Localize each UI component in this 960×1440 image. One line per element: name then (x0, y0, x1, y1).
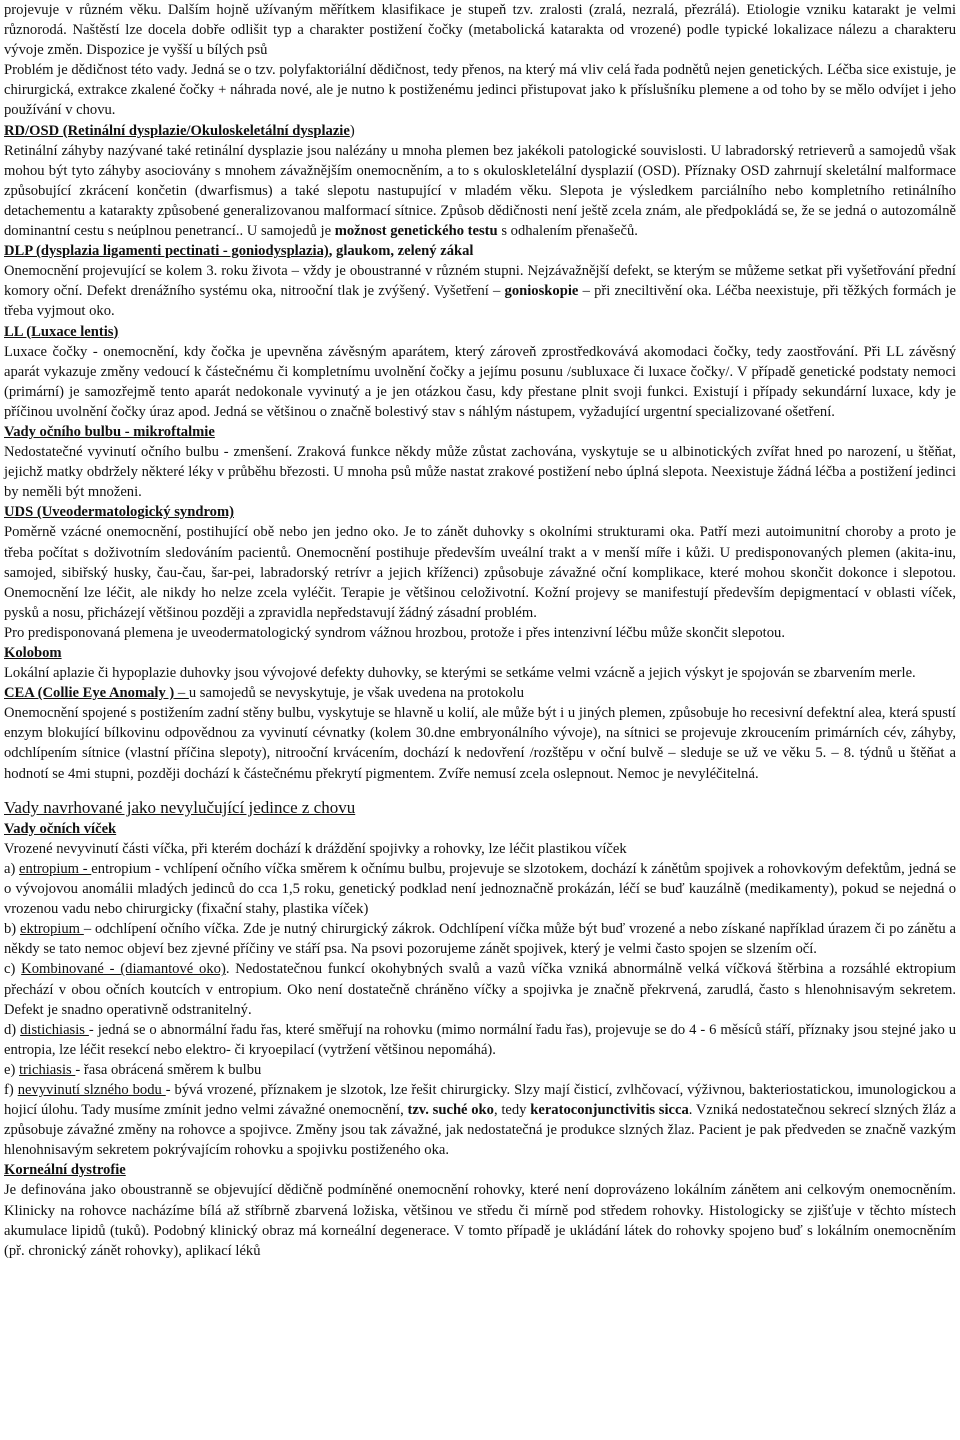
paragraph (4, 839, 956, 859)
body-text: – při zneciltivění oka. Léčba neexistuje, při těžkých formách je třeba vyjmout oko. (4, 283, 956, 320)
paragraph (4, 703, 956, 783)
section-heading (4, 241, 956, 261)
paragraph (4, 663, 956, 683)
paragraph (4, 60, 956, 120)
paragraph (4, 1180, 956, 1260)
body-text: Lokální aplazie či hypoplazie duhovky jsou vývojové defekty duhovky, se kterými se setkáme velmi vzácně a jejich výskyt je spojován se zbarvením merle. (4, 665, 916, 682)
body-text: Retinální záhyby nazývané také retinální dysplazie jsou nalézány u mnoha plemen bez jakékoli patologické souvislosti. U labradorský retrieverů a samojedů však mohou být tyto záhyby asociovány s mnohem závažnějším onemocněním, a to s okuloskletelální dysplazií (OSD). Příznaky OSD zahrnují skeletální malformace způsobující zkrácení končetin (dwarfismus) a také slepotu nastupující v mladém věku. Slepota je výsledkem parciálního nebo kompletního retinálního detachementu a katarakty způsobené generalizovanou malformací sítnice. Způsob dědičnosti není ještě zcela znám, ale předpokládá se, že se jedná o autozomálně dominantní cestu s neúplnou penetrancí.. U samojedů je (4, 142, 956, 240)
paragraph (4, 141, 956, 241)
body-text: - bývá vrozené, příznakem je slzotok, lze řešit chirurgicky. Slzy mají čisticí, zvlhčovací, výživnou, bakteriostatickou, imunologickou a hojicí úlohu. Tady musíme zmínit jedno velmi závažné onemocnění, (4, 1081, 956, 1119)
body-text: Pro predisponovaná plemena je uveodermatologický syndrom vážnou hrozbou, protože i přes intenzivní léčbu může skončit slepotou. (4, 624, 785, 641)
body-text: b) (4, 921, 20, 938)
bold-text: tzv. suché oko (407, 1102, 494, 1119)
heading-text: Vady očních víček (4, 820, 117, 837)
underlined-term: Kombinované - (diamantové oko) (21, 961, 226, 978)
body-text: , tedy (493, 1102, 531, 1119)
section-heading (4, 819, 956, 839)
body-text: Onemocnění projevující se kolem 3. roku života – vždy je oboustranné v různém stupni. Nejzávažnější defekt, se kterým se můžeme setkat při vyšetřování přední komory oční. Defekt drenážního systému oka, nitrooční tlak je zvýšený. Vyšetření – (4, 263, 956, 300)
body-text: a) (4, 860, 20, 877)
body-text: projevuje v různém věku. Dalším hojně užívaným měřítkem klasifikace je stupeň tzv. zralosti (zralá, nezralá, přezrálá). Etiologie vzniku katarakt je velmi různorodá. Naštěstí lze docela dobře odlišit typ a charakter postižení čočky (metabolická katarakta od vrozené) podle typické lokalizace nálezu a charakteru vývoje změn. Dispozice je vyšší u bílých psů (4, 2, 956, 59)
section-heading (4, 322, 956, 342)
paragraph (4, 859, 956, 919)
underlined-term: distichiasis (20, 1021, 89, 1038)
paragraph (4, 522, 956, 622)
paragraph (4, 0, 956, 60)
body-text: . Vzniká nedostatečnou sekrecí slzných žláz a způsobuje závažné změny na rohovce a spojivce. Změny jsou tak závažné, jak nedostatečná je produkce slzných žlaz. Pacient je pak předveden se značně vazkým hlenohnisavým sekretem pokrývajícím rohovku a spojivku postiženého oka. (4, 1102, 957, 1159)
body-text: - řasa obrácená směrem k bulbu (75, 1061, 262, 1078)
body-text: Problém je dědičnost této vady. Jedná se o tzv. polyfaktoriální dědičnost, tedy přenos, na který má vliv celá řada podnětů nejen genetických. Léčba sice existuje, je chirurgická, extrakce zkalené čočky + náhrada nové, ale je nutno k postiženému jedinci přistupovat jako k příslušníku plemene a od toho by se mělo odvíjet i jeho používání v chovu. (4, 62, 956, 119)
paragraph (4, 342, 956, 422)
paragraph (4, 1060, 956, 1080)
paragraph (4, 1020, 956, 1060)
section-heading (4, 502, 956, 522)
underlined-term: trichiasis (19, 1061, 76, 1078)
section-heading (4, 798, 956, 819)
body-text: Onemocnění spojené s postižením zadní stěny bulbu, vyskytuje se hlavně u kolií, ale může být i u jiných plemen, způsobuje ho recesivní defektní alea, která spustí enzym blokující bílkovinu odpovědnou za vyvinutí cévnatky (kolem 30.dne embryonálního vývoje), na sítnici se projevuje zkroucením primárních cév, záhyby, odchlípením sítnice (vlastní příčina slepoty), nitrooční krvácením, dochází k nedovření /rozštěpu v oční bulvě – sleduje se už ve věku 5. – 8. týdnů u štěňat a hodnotí se 4mi stupni, později dochází k částečnému překrytí pigmentem. Zvíře nemusí zcela oslepnout. Nemoc je nevyléčitelná. (4, 705, 956, 782)
bold-text: gonioskopie (504, 283, 579, 300)
body-text: entropium - vchlípení očního víčka směrem k očnímu bulbu, projevuje se slzotokem, dochází k zánětům spojivek a rohovkovým defektům, jedná se o vývojovou anomálii mladých jedinců do cca 1,5 roku, genetický podklad není jednoznačně prokázán, léčí se buď kauzálně (medikamenty), pokud se nejedná o vrozenou vadu nebo chirurgicky (fixační stahy, plastika víček) (4, 860, 956, 918)
body-text: d) (4, 1021, 21, 1038)
section-heading (4, 1160, 956, 1180)
body-text: c) (4, 961, 22, 978)
bold-text: možnost genetického testu (334, 223, 498, 240)
heading-text: RD/OSD (Retinální dysplazie/Okuloskeletální dysplazie (4, 122, 350, 139)
underlined-term: nevyvinutí slzného bodu (17, 1081, 166, 1098)
bold-text: , glaukom, zelený zákal (328, 243, 474, 260)
bold-text: keratoconjunctivitis sicca (530, 1102, 689, 1119)
body-text: Vrozené nevyvinutí části víčka, při kterém dochází k dráždění spojivky a rohovky, lze léčit plastikou víček (4, 840, 627, 857)
paragraph (4, 442, 956, 502)
heading-text: CEA (Collie Eye Anomaly ) (4, 685, 175, 702)
underlined-term: – (174, 685, 189, 702)
paragraph (4, 1080, 956, 1160)
body-text: u samojedů se nevyskytuje, je však uvedena na protokolu (188, 685, 525, 702)
chapter-title: Vady navrhované jako nevylučující jedince z chovu (4, 797, 356, 817)
body-text: . Nedostatečnou funkcí okohybných svalů a vazů víčka vzniká abnormálně velká víčková štěrbina a rozsáhlé ektropium přechází v obou očních koutcích v entropium. Oko není dostatečně chráněno víčky a spojivka je značně překrvená, zarudlá, často s hlenohnisavým sekretem. Defekt je snadno operativně odstranitelný. (4, 961, 956, 1018)
body-text: Poměrně vzácné onemocnění, postihující obě nebo jen jedno oko. Je to zánět duhovky s okolními strukturami oka. Patří mezi autoimunitní choroby a proto je třeba počítat s doživotním sledováním pacientů. Onemocnění postihuje především uveální trakt a v menší míře i kůži. U predisponovaných plemen (akita-inu, samojed, sibiřský husky, čau-čau, šar-pei, labradorský retrívr a jejich kříženci) způsobuje závažné oční komplikace, které mohou skončit dokonce i slepotou. Onemocnění lze léčit, ale nikdy ho nelze zcela vyléčit. Terapie je většinou celoživotní. Kožní projevy se manifestují především depigmentací v oblasti víček, pysků a nosu, přicházejí většinou později a zpravidla nepředstavují žádný zásadní problém. (4, 524, 956, 621)
body-text: – odchlípení očního víčka. Zde je nutný chirurgický zákrok. Odchlípení víčka může být buď vrozené a nebo získané například úrazem či po zánětu a někdy se tato nemoc objeví bez zjevné příčiny ve stáří psa. Na psovi pozorujeme zánět spojivek, který je velmi často spojen se slzením očí. (4, 921, 956, 958)
body-text: - jedná se o abnormální řadu řas, které směřují na rohovku (mimo normální řadu řas), projevuje se do 4 - 6 měsíců stáří, příznaky jsou stejné jako u entropia, lze léčit resekcí nebo elektro- či kryoepilací (vytržení většinou nepomáhá). (4, 1021, 957, 1058)
body-text: Luxace čočky - onemocnění, kdy čočka je upevněna závěsným aparátem, který zároveň zprostředkovává akomodaci čočky, tedy zaostřování. Při LL závěsný aparát vykazuje změny vedoucí k částečnému či kompletnímu uvolnění čočky a jejímu posunu /subluxace či luxace čočky/. V případě genetické podstaty nemoci (primární) je samozřejmě tento aparát nedokonale vyvinutý a je jen otázkou času, kdy přestane plnit svoji funkci. Existují i případy sekundární luxace, kdy je příčinou uvolnění čočky úraz apod. Jedná se většinou o značně bolestivý stav s náhlým nástupem, vyžadující urgentní specializované ošetření. (4, 343, 956, 420)
body-text: s odhalením přenašečů. (497, 223, 638, 240)
paragraph (4, 959, 956, 1019)
section-heading (4, 683, 956, 703)
heading-text: Kolobom (4, 645, 62, 661)
heading-text: Vady očního bulbu - mikroftalmie (4, 423, 215, 440)
underlined-term: entropium - (19, 860, 92, 877)
body-text: e) (4, 1061, 19, 1078)
underlined-term: ektropium (20, 921, 84, 938)
heading-text: LL (Luxace lentis) (4, 323, 119, 340)
body-text: ) (349, 122, 355, 139)
paragraph (4, 261, 956, 321)
heading-text: UDS (Uveodermatologický syndrom) (4, 504, 234, 521)
section-heading (4, 643, 956, 663)
body-text: Nedostatečné vyvinutí očního bulbu - zmenšení. Zraková funkce někdy může zůstat zachována, vyskytuje se u albinotických zvířat hned po narození, u štěňat, jejichž matky obdržely některé léky v průběhu březosti. U mnoha psů může nastat zrakové postižení nebo úplná slepota. Neexistuje žádná léčba a postižení jedinci by neměli být množeni. (4, 444, 956, 501)
heading-text: Korneální dystrofie (4, 1162, 126, 1179)
paragraph (4, 623, 956, 643)
body-text: f) (4, 1081, 18, 1098)
paragraph (4, 919, 956, 959)
heading-text: DLP (dysplazia ligamenti pectinati - goniodysplazia) (4, 243, 329, 260)
section-heading (4, 422, 956, 442)
section-heading (4, 121, 956, 141)
body-text: Je definována jako oboustranně se objevující dědičně podmíněné onemocnění rohovky, které není doprovázeno lokálním zánětem ani celkovým onemocněním. Klinicky na rohovce nacházíme bílá až stříbrně zbarvená ložiska, většinou ve středu či mírně pod středem rohovky. Histologicky se zjišťuje v těchto místech akumulace lipidů (tuků). Podobný klinický obraz má korneální degenerace. V tomto případě je ukládání látek do rohovky spojeno buď s lokálním onemocněním (př. chronický zánět rohovky), aplikací léků (4, 1182, 956, 1259)
section-spacer (4, 784, 956, 798)
